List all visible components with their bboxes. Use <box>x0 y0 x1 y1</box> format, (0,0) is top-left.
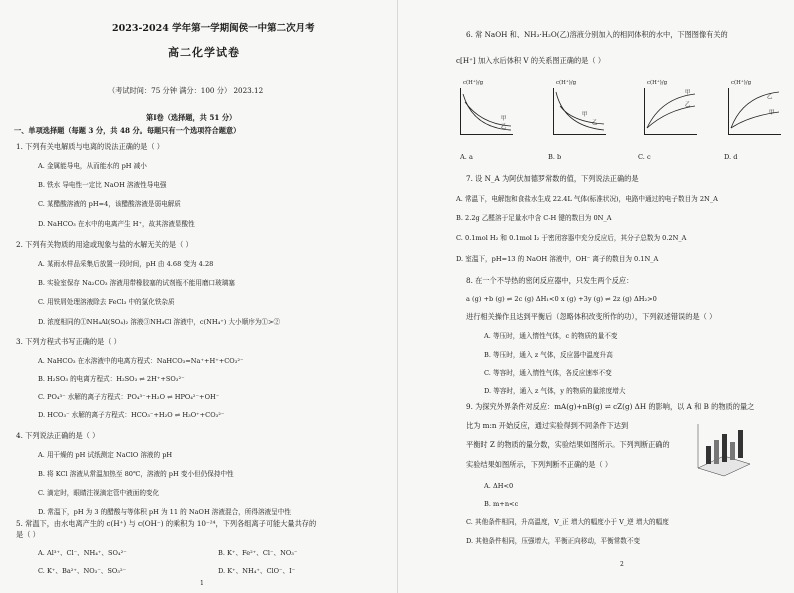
graph-d-ylabel: c(H⁺)/g <box>731 80 752 86</box>
q6-option-a: A. a <box>460 153 473 161</box>
q9-option-d: D. 其他条件相同，压强增大，平衡正向移动，平衡常数不变 <box>466 537 641 545</box>
q7-option-a: A. 常温下，电解饱和食盐水生成 22.4L 气体(标准状况)，电路中通过的电子数目为 2N_A <box>456 195 718 203</box>
q9-stem-3: 平衡时 Z 的物质的量分数，实验结果如图所示。下列判断正确的 <box>466 440 670 449</box>
page-number-right: 2 <box>620 561 624 568</box>
q1-option-a: A. 金属能导电，从而能水的 pH 减小 <box>38 162 147 170</box>
graph-c-label-1: 甲 <box>685 90 691 96</box>
q2-option-a: A. 某雨水样品采集后放置一段时间，pH 由 4.68 变为 4.28 <box>38 260 214 268</box>
q3-option-a: A. NaHCO₃ 在水溶液中的电离方程式：NaHCO₃=Na⁺+H⁺+CO₃²⁻ <box>38 357 244 365</box>
graph-b-label-1: 甲 <box>582 112 588 118</box>
q5-stem: 5. 常温下，由水电离产生的 c(H⁺) 与 c(OH⁻) 的乘积为 10⁻²⁴，下列各组离子可能大量共存的 <box>16 519 317 528</box>
graph-b-label-2: 乙 <box>592 120 598 126</box>
q4-option-c: C. 滴定时，眼睛注视滴定管中液面的变化 <box>38 489 160 497</box>
q6-option-c: C. c <box>638 153 651 161</box>
q9-option-a: A. ΔH<0 <box>484 482 514 490</box>
q7-option-c: C. 0.1mol H₂ 和 0.1mol I₂ 于密闭容器中充分反应后，其分子总数为 0.2N_A <box>456 234 687 242</box>
q7-option-b: B. 2.2g 乙醛溶于足量水中含 C-H 键的数目为 0N_A <box>456 214 612 222</box>
q8-option-c: C. 等容时，通入惰性气体，各反应速率不变 <box>484 369 612 377</box>
q9-stem: 9. 为探究外界条件对反应：mA(g)+nB(g) ⇌ cZ(g) ΔH 的影响，以 A 和 B 的物质的量之 <box>466 402 755 411</box>
q2-option-d: D. 浓度相同的①NH₄Al(SO₄)₂ 溶液③NH₄Cl 溶液中，c(NH₄⁺) 大小顺序为①>② <box>38 318 281 326</box>
q6-option-b: B. b <box>548 153 562 161</box>
q8-stem: 8. 在一个不导热的密闭反应器中，只发生两个反应： <box>466 276 634 285</box>
q2-option-b: B. 实验室保存 Na₂CO₃ 溶液用带橡胶塞的试剂瓶不能用磨口玻璃塞 <box>38 279 235 287</box>
exam-info: （考试时间：75 分钟 满分：100 分） 2023.12 <box>108 86 264 95</box>
page-number-left: 1 <box>200 580 204 587</box>
q8-reactions: a (g) +b (g) ⇌ 2c (g) ΔH₁<0 x (g) +3y (g) ⇌ 2z (g) ΔH₂>0 <box>466 295 657 303</box>
q7-option-d: D. 室温下，pH=13 的 NaOH 溶液中，OH⁻ 离子的数目为 0.1N_A <box>456 255 659 263</box>
line-graph-b-icon <box>554 88 606 134</box>
exam-subtitle: 高二化学试卷 <box>168 46 240 59</box>
graph-b-ylabel: c(H⁺)/g <box>556 80 577 86</box>
q8-option-d: D. 等容时，通入 z 气体，y 的物质的量浓度增大 <box>484 387 626 395</box>
q3-option-b: B. H₂SO₃ 的电离方程式：H₂SO₃ ⇌ 2H⁺+SO₃²⁻ <box>38 375 185 383</box>
q3-stem: 3. 下列方程式书写正确的是（ ） <box>16 337 121 346</box>
q2-stem: 2. 下列有关物质的用途或现象与盐的水解无关的是（ ） <box>16 240 193 249</box>
q8-option-b: B. 等压时，通入 z 气体，反应器中温度升高 <box>484 351 613 359</box>
q8-stem-cont: 进行相关操作且达到平衡后（忽略体积改变所作的功），下列叙述错误的是（ ） <box>466 312 717 321</box>
q5-option-d: D. K⁺、NH₄⁺、ClO⁻、I⁻ <box>218 567 296 575</box>
right-page <box>397 0 794 593</box>
graph-c-label-2: 乙 <box>685 102 691 108</box>
q5-option-c: C. K⁺、Ba²⁺、NO₃⁻、SO₃²⁻ <box>38 567 127 575</box>
q7-stem: 7. 设 N_A 为阿伏加德罗常数的值，下列说法正确的是 <box>466 174 639 183</box>
section-header: 一、单项选择题（每题 3 分，共 48 分。每题只有一个选项符合题意） <box>14 126 241 135</box>
graph-a-ylabel: c(H⁺)/g <box>463 80 484 86</box>
exam-title: 2023-2024 学年第一学期闽侯一中第二次月考 <box>112 23 315 34</box>
q5-option-a: A. Al³⁺、Cl⁻、NH₄⁺、SO₄²⁻ <box>38 549 127 557</box>
q6-stem: 6. 常 NaOH 和、NH₃·H₂O(乙)溶液分别加入的相同体积的水中，下图图像有关的 <box>466 30 728 39</box>
q6-graph-c <box>644 80 697 135</box>
q4-stem: 4. 下列说法正确的是（ ） <box>16 431 100 440</box>
bar-chart-3d-icon <box>694 420 752 478</box>
q1-option-c: C. 某醋酸溶液的 pH=4，该醋酸溶液是弱电解质 <box>38 200 181 208</box>
q6-graph-d <box>728 80 781 135</box>
q6-graph-a <box>460 80 513 135</box>
graph-d-label-2: 甲 <box>769 110 775 116</box>
q3-option-c: C. PO₄³⁻ 水解的离子方程式：PO₄³⁻+H₂O ⇌ HPO₄²⁻+OH⁻ <box>38 393 220 401</box>
q5-stem-cont: 是（ ） <box>16 530 40 539</box>
graph-a-label-1: 甲 <box>501 116 507 122</box>
q5-option-b: B. K⁺、Fe²⁺、Cl⁻、NO₃⁻ <box>218 549 298 557</box>
q1-stem: 1. 下列有关电解质与电离的说法正确的是（ ） <box>16 142 164 151</box>
q2-option-c: C. 用铁屑处理溶液除去 FeCl₃ 中的氯化铁杂质 <box>38 298 175 306</box>
q8-option-a: A. 等压时，通入惰性气体，c 的物质的量不变 <box>484 332 618 340</box>
graph-c-ylabel: c(H⁺)/g <box>647 80 668 86</box>
q4-option-a: A. 用干燥的 pH 试纸测定 NaClO 溶液的 pH <box>38 451 173 459</box>
q9-option-b: B. m+n<c <box>484 500 519 508</box>
q9-stem-4: 实验结果如图所示，下列判断不正确的是（ ） <box>466 460 613 469</box>
graph-a-label-2: 乙 <box>501 124 507 130</box>
q6-option-d: D. d <box>724 153 738 161</box>
q4-option-d: D. 常温下，pH 为 3 的醋酸与等体积 pH 为 11 的 NaOH 溶液混合，所得溶液呈中性 <box>38 508 291 516</box>
q4-option-b: B. 将 KCl 溶液从常温加热至 80℃，溶液的 pH 变小但仍保持中性 <box>38 470 234 478</box>
q9-stem-2: 比为 m:n 开始反应，通过实验得到不同条件下达到 <box>466 421 629 430</box>
q6-stem-cont: c[H⁺] 加入水后体积 V 的关系图正确的是（ ） <box>456 56 606 65</box>
q1-option-d: D. NaHCO₃ 在水中的电离产生 H⁺，故其溶液显酸性 <box>38 220 195 228</box>
part1-header: 第Ⅰ卷（选择题，共 51 分） <box>146 113 237 122</box>
q1-option-b: B. 铁水 导电性一定比 NaOH 溶液性导电强 <box>38 181 167 189</box>
q9-bar-chart <box>694 420 752 478</box>
q6-graph-b <box>553 80 606 135</box>
q9-option-c: C. 其他条件相同，升高温度，V_正 增大的幅度小于 V_逆 增大的幅度 <box>466 518 669 526</box>
graph-d-label-1: 乙 <box>767 94 773 100</box>
q3-option-d: D. HCO₃⁻ 水解的离子方程式：HCO₃⁻+H₂O ⇌ H₃O⁺+CO₃²⁻ <box>38 411 225 419</box>
